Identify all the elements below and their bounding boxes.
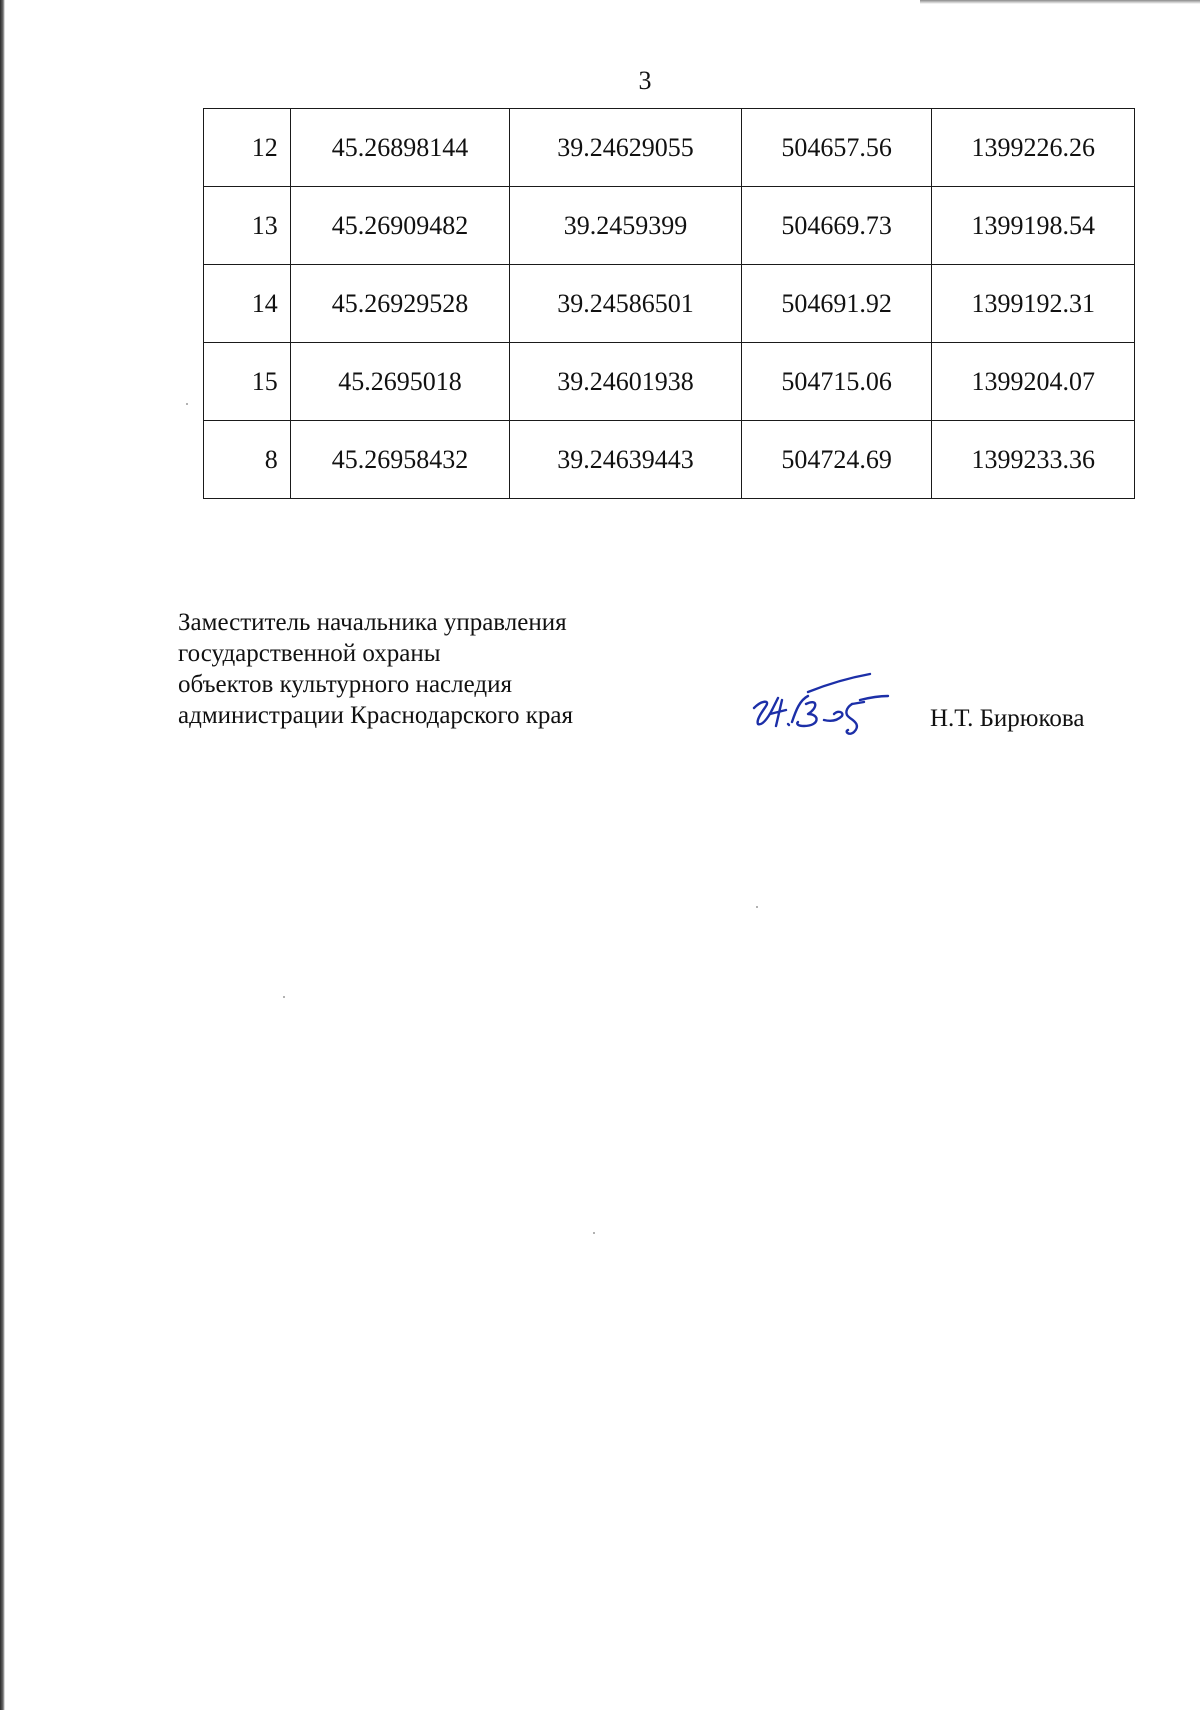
table-cell-point-number: 13 bbox=[204, 187, 291, 265]
table-cell: 504669.73 bbox=[741, 187, 932, 265]
table-cell: 45.26909482 bbox=[290, 187, 510, 265]
table-cell-point-number: 12 bbox=[204, 109, 291, 187]
table-cell: 1399226.26 bbox=[932, 109, 1135, 187]
table-cell-point-number: 15 bbox=[204, 343, 291, 421]
table-row bbox=[204, 265, 1135, 343]
table-cell: 1399192.31 bbox=[932, 265, 1135, 343]
table-cell: 1399204.07 bbox=[932, 343, 1135, 421]
table-cell: 45.26958432 bbox=[290, 421, 510, 499]
signer-name: Н.Т. Бирюкова bbox=[930, 705, 1085, 732]
position-line: объектов культурного наследия bbox=[178, 671, 512, 698]
table-row bbox=[204, 187, 1135, 265]
table-cell: 504724.69 bbox=[741, 421, 932, 499]
scan-speck bbox=[186, 403, 188, 405]
table-cell: 504715.06 bbox=[741, 343, 932, 421]
table-cell: 45.2695018 bbox=[290, 343, 510, 421]
scan-edge-top bbox=[920, 0, 1200, 4]
table-cell: 1399198.54 bbox=[932, 187, 1135, 265]
position-line: Заместитель начальника управления bbox=[178, 609, 567, 636]
table-row bbox=[204, 421, 1135, 499]
official-position bbox=[178, 607, 573, 731]
page-number: 3 bbox=[638, 66, 652, 95]
scan-speck bbox=[593, 1232, 595, 1234]
position-line: администрации Краснодарского края bbox=[178, 702, 574, 729]
table-cell: 39.24586501 bbox=[510, 265, 742, 343]
table-cell-point-number: 14 bbox=[204, 265, 291, 343]
table-cell-point-number: 8 bbox=[204, 421, 291, 499]
table-cell: 1399233.36 bbox=[932, 421, 1135, 499]
table-row bbox=[204, 109, 1135, 187]
table-cell: 39.2459399 bbox=[510, 187, 742, 265]
handwritten-signature bbox=[748, 670, 893, 742]
table-cell: 45.26898144 bbox=[290, 109, 510, 187]
scan-speck bbox=[756, 906, 758, 908]
coordinates-table bbox=[203, 108, 1135, 499]
table-cell: 39.24629055 bbox=[510, 109, 742, 187]
table-cell: 504657.56 bbox=[741, 109, 932, 187]
position-line: государственной охраны bbox=[178, 640, 441, 667]
table-cell: 39.24601938 bbox=[510, 343, 742, 421]
table-cell: 45.26929528 bbox=[290, 265, 510, 343]
table-cell: 39.24639443 bbox=[510, 421, 742, 499]
table-row bbox=[204, 343, 1135, 421]
scan-edge-left bbox=[0, 0, 5, 1710]
table-cell: 504691.92 bbox=[741, 265, 932, 343]
scan-speck bbox=[283, 996, 285, 998]
